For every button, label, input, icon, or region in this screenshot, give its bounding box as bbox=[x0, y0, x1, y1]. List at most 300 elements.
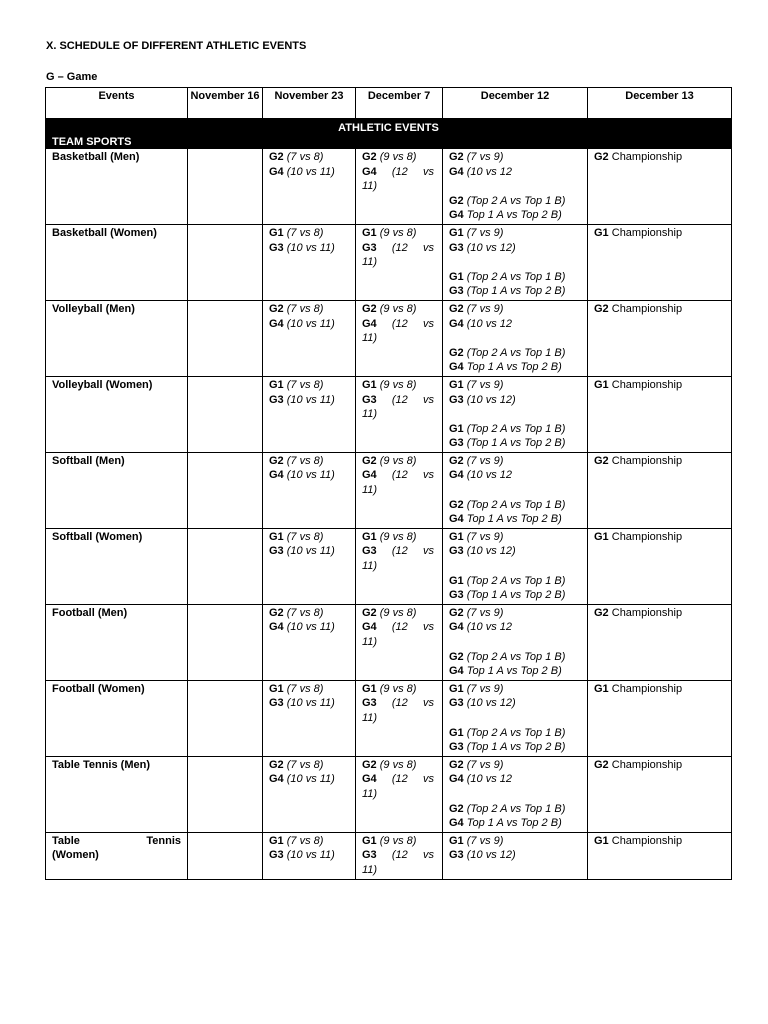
game-code: G2 bbox=[449, 302, 464, 315]
spacer bbox=[449, 787, 581, 802]
game-code: G4 bbox=[269, 317, 284, 330]
table-row bbox=[46, 452, 732, 528]
game-line bbox=[449, 848, 581, 863]
game-line bbox=[449, 346, 581, 361]
matchup-part: vs bbox=[423, 621, 434, 634]
event-name: Volleyball (Men) bbox=[52, 302, 135, 315]
championship-line bbox=[594, 150, 725, 165]
game-matchup: (Top 2 A vs Top 1 B) bbox=[466, 422, 566, 435]
header-nov16: November 16 bbox=[188, 88, 263, 119]
header-dec7: December 7 bbox=[356, 88, 443, 119]
game-code: G2 bbox=[449, 758, 464, 771]
matchup-part: 11) bbox=[362, 180, 378, 193]
game-code: G3 bbox=[449, 393, 464, 406]
game-line bbox=[449, 650, 581, 665]
table-row bbox=[46, 528, 732, 604]
game-matchup: (10 vs 12) bbox=[466, 849, 516, 862]
game-matchup: (Top 1 A vs Top 2 B) bbox=[466, 285, 566, 298]
table-row bbox=[46, 224, 732, 300]
matchup-part: 11) bbox=[362, 787, 378, 800]
game-matchup: (10 vs 12 bbox=[466, 621, 512, 634]
matchup-part: (12 bbox=[391, 545, 408, 558]
matchup-part: vs bbox=[423, 849, 434, 862]
matchup-part: (12 bbox=[391, 317, 408, 330]
game-line bbox=[449, 241, 581, 256]
game-matchup: (10 vs 11) bbox=[286, 317, 335, 330]
game-line bbox=[362, 758, 436, 773]
game-line bbox=[362, 468, 436, 483]
game-line bbox=[449, 530, 581, 545]
matchup-part: (12 bbox=[391, 621, 408, 634]
game-code: G4 bbox=[269, 165, 284, 178]
game-line bbox=[269, 317, 349, 332]
game-line bbox=[269, 530, 349, 545]
justified-line bbox=[362, 241, 434, 256]
matchup-part: 11) bbox=[362, 711, 378, 724]
matchup-part: 11) bbox=[362, 332, 378, 345]
game-line bbox=[449, 454, 581, 469]
game-matchup: (7 vs 9) bbox=[466, 151, 504, 163]
game-code: G2 bbox=[449, 650, 464, 663]
game-matchup: (7 vs 8) bbox=[286, 454, 324, 467]
band-title: ATHLETIC EVENTS bbox=[338, 122, 439, 134]
document-title: X. SCHEDULE OF DIFFERENT ATHLETIC EVENTS bbox=[46, 40, 307, 52]
game-line bbox=[362, 834, 436, 849]
nov23-cell bbox=[263, 224, 356, 300]
game-line bbox=[269, 454, 349, 469]
nov23-cell bbox=[263, 756, 356, 832]
game-matchup: (10 vs 12) bbox=[466, 697, 516, 710]
game-line bbox=[449, 360, 581, 375]
game-line bbox=[449, 726, 581, 741]
game-line bbox=[362, 241, 436, 256]
game-code: G1 bbox=[594, 682, 609, 695]
game-matchup: (Top 2 A vs Top 1 B) bbox=[466, 194, 566, 207]
game-matchup: (10 vs 11) bbox=[286, 773, 335, 786]
game-code: G1 bbox=[362, 226, 377, 239]
band-section-label: TEAM SPORTS bbox=[52, 136, 132, 148]
game-line bbox=[362, 696, 436, 711]
game-line bbox=[449, 317, 581, 332]
game-code: G1 bbox=[594, 834, 609, 847]
dec7-cell bbox=[356, 224, 443, 300]
game-matchup: (Top 2 A vs Top 1 B) bbox=[466, 498, 566, 511]
event-name-cell bbox=[46, 528, 188, 604]
game-line bbox=[449, 512, 581, 527]
game-code: G2 bbox=[269, 606, 284, 619]
game-matchup: (Top 2 A vs Top 1 B) bbox=[466, 270, 566, 283]
matchup-part: vs bbox=[423, 773, 434, 786]
game-code: G2 bbox=[449, 151, 464, 163]
nov16-cell bbox=[188, 604, 263, 680]
game-code: G2 bbox=[269, 758, 284, 771]
dec7-cell bbox=[356, 300, 443, 376]
header-events: Events bbox=[46, 88, 188, 119]
championship-line bbox=[594, 530, 725, 545]
nov16-cell bbox=[188, 756, 263, 832]
game-code: G4 bbox=[269, 469, 284, 482]
game-code: G3 bbox=[269, 393, 284, 406]
game-line bbox=[269, 834, 349, 849]
dec7-cell bbox=[356, 528, 443, 604]
matchup-part: 11) bbox=[362, 636, 378, 648]
game-matchup: (10 vs 12 bbox=[466, 469, 512, 482]
game-code: G1 bbox=[449, 682, 464, 695]
game-code: G1 bbox=[362, 834, 377, 847]
dec13-cell bbox=[588, 680, 732, 756]
game-code: G4 bbox=[449, 621, 464, 634]
matchup-part: (12 bbox=[391, 393, 408, 406]
game-line bbox=[449, 208, 581, 223]
game-code: G1 bbox=[449, 422, 464, 435]
game-line bbox=[362, 606, 436, 621]
dec13-cell bbox=[588, 756, 732, 832]
game-matchup: (Top 1 A vs Top 2 B) bbox=[466, 437, 566, 450]
championship-label: Championship bbox=[611, 530, 683, 543]
game-line bbox=[269, 468, 349, 483]
game-matchup: (10 vs 11) bbox=[286, 241, 335, 254]
event-name-cell bbox=[46, 224, 188, 300]
dec12-cell bbox=[443, 452, 588, 528]
table-row bbox=[46, 376, 732, 452]
matchup-part: 11) bbox=[362, 256, 378, 269]
game-code: G2 bbox=[269, 454, 284, 467]
game-code: G2 bbox=[449, 194, 464, 207]
championship-label: Championship bbox=[611, 454, 683, 467]
game-matchup: (Top 1 A vs Top 2 B) bbox=[466, 589, 566, 602]
game-line bbox=[449, 664, 581, 679]
dec12-cell bbox=[443, 756, 588, 832]
game-code: G1 bbox=[449, 530, 464, 543]
dec12-cell bbox=[443, 528, 588, 604]
game-matchup: (Top 2 A vs Top 1 B) bbox=[466, 726, 566, 739]
game-line bbox=[449, 696, 581, 711]
legend-text: G – Game bbox=[46, 71, 98, 83]
dec7-cell bbox=[356, 832, 443, 879]
game-code: G1 bbox=[449, 270, 464, 283]
game-matchup: (10 vs 12) bbox=[466, 241, 516, 254]
championship-label: Championship bbox=[611, 834, 683, 847]
nov23-cell bbox=[263, 832, 356, 879]
game-code: G1 bbox=[362, 682, 377, 695]
spacer bbox=[449, 407, 581, 422]
event-name-cell bbox=[46, 452, 188, 528]
game-line bbox=[362, 530, 436, 545]
game-line bbox=[449, 682, 581, 697]
game-line bbox=[362, 150, 436, 165]
dec13-cell bbox=[588, 832, 732, 879]
game-matchup: (9 vs 8) bbox=[379, 378, 417, 391]
championship-label: Championship bbox=[611, 151, 683, 163]
game-code: G2 bbox=[594, 606, 609, 619]
game-line bbox=[449, 422, 581, 437]
game-matchup: (10 vs 11) bbox=[286, 469, 335, 482]
game-code: G2 bbox=[362, 302, 377, 315]
matchup-part: vs bbox=[423, 317, 434, 330]
event-name-cell bbox=[46, 756, 188, 832]
game-code: G4 bbox=[449, 165, 464, 178]
game-code: G1 bbox=[449, 378, 464, 391]
game-code: G4 bbox=[449, 209, 464, 222]
game-code: G4 bbox=[449, 317, 464, 330]
nov16-cell bbox=[188, 224, 263, 300]
game-code: G1 bbox=[269, 834, 284, 847]
game-matchup: (9 vs 8) bbox=[379, 834, 417, 847]
game-matchup: (10 vs 11) bbox=[286, 393, 335, 406]
game-code: G1 bbox=[362, 530, 377, 543]
matchup-part: vs bbox=[423, 697, 434, 710]
game-code: G2 bbox=[362, 151, 377, 163]
matchup-part: vs bbox=[423, 393, 434, 406]
game-matchup: (Top 2 A vs Top 1 B) bbox=[466, 346, 566, 359]
game-code: G1 bbox=[269, 378, 284, 391]
game-code: G2 bbox=[362, 454, 377, 467]
game-matchup: (9 vs 8) bbox=[379, 758, 417, 771]
game-line bbox=[269, 696, 349, 711]
game-line bbox=[362, 317, 436, 332]
table-row bbox=[46, 756, 732, 832]
game-code: G4 bbox=[362, 621, 377, 634]
game-line bbox=[449, 498, 581, 513]
event-name: Volleyball (Women) bbox=[52, 378, 153, 391]
matchup-part: 11) bbox=[362, 484, 378, 497]
game-code: G3 bbox=[449, 697, 464, 710]
game-code: G2 bbox=[449, 346, 464, 359]
game-code: G2 bbox=[362, 758, 377, 771]
game-code: G1 bbox=[449, 834, 464, 847]
nov16-cell bbox=[188, 376, 263, 452]
game-code: G3 bbox=[449, 849, 464, 862]
game-line bbox=[449, 802, 581, 817]
game-code: G3 bbox=[449, 589, 464, 602]
game-line bbox=[269, 606, 349, 621]
dec13-cell bbox=[588, 300, 732, 376]
nov23-cell bbox=[263, 604, 356, 680]
game-matchup: (9 vs 8) bbox=[379, 530, 417, 543]
game-line bbox=[449, 606, 581, 621]
header-dec13: December 13 bbox=[588, 88, 732, 119]
event-name-cell bbox=[46, 604, 188, 680]
header-dec12: December 12 bbox=[443, 88, 588, 119]
spacer bbox=[449, 559, 581, 574]
justified-line bbox=[362, 772, 434, 787]
spacer bbox=[449, 635, 581, 650]
event-name: Football (Men) bbox=[52, 606, 128, 619]
game-matchup: (9 vs 8) bbox=[379, 682, 417, 695]
game-code: G4 bbox=[362, 773, 377, 786]
dec7-cell bbox=[356, 376, 443, 452]
game-line bbox=[449, 574, 581, 589]
dec13-cell bbox=[588, 528, 732, 604]
game-code: G4 bbox=[449, 469, 464, 482]
nov16-cell bbox=[188, 832, 263, 879]
game-code: G4 bbox=[362, 317, 377, 330]
game-code: G3 bbox=[449, 545, 464, 558]
nov23-cell bbox=[263, 528, 356, 604]
game-code: G3 bbox=[449, 241, 464, 254]
dec12-cell bbox=[443, 149, 588, 225]
game-line bbox=[449, 165, 581, 180]
nov16-cell bbox=[188, 300, 263, 376]
table-row bbox=[46, 680, 732, 756]
game-code: G2 bbox=[449, 454, 464, 467]
game-code: G1 bbox=[449, 574, 464, 587]
game-line bbox=[449, 270, 581, 285]
game-code: G2 bbox=[362, 606, 377, 619]
game-matchup: (7 vs 8) bbox=[286, 226, 324, 239]
game-matchup: (Top 2 A vs Top 1 B) bbox=[466, 574, 566, 587]
dec13-cell bbox=[588, 224, 732, 300]
championship-line bbox=[594, 606, 725, 621]
game-code: G4 bbox=[362, 469, 377, 482]
header-row bbox=[46, 88, 732, 119]
matchup-part: vs bbox=[423, 545, 434, 558]
game-line bbox=[449, 816, 581, 831]
game-code: G1 bbox=[269, 226, 284, 239]
dec13-cell bbox=[588, 376, 732, 452]
game-matchup: (7 vs 9) bbox=[466, 226, 504, 239]
game-matchup: (7 vs 8) bbox=[286, 682, 324, 695]
nov16-cell bbox=[188, 149, 263, 225]
game-code: G4 bbox=[449, 361, 464, 374]
game-line bbox=[449, 740, 581, 755]
dec12-cell bbox=[443, 224, 588, 300]
spacer bbox=[449, 255, 581, 270]
game-matchup: (10 vs 11) bbox=[286, 545, 335, 558]
game-matchup: Top 1 A vs Top 2 B) bbox=[466, 513, 562, 526]
game-line bbox=[449, 226, 581, 241]
game-code: G1 bbox=[269, 530, 284, 543]
game-code: G4 bbox=[362, 165, 377, 178]
championship-line bbox=[594, 378, 725, 393]
championship-label: Championship bbox=[611, 302, 683, 315]
championship-label: Championship bbox=[611, 378, 683, 391]
event-name-word: Tennis bbox=[146, 834, 181, 847]
dec7-cell bbox=[356, 756, 443, 832]
matchup-part: 11) bbox=[362, 863, 378, 876]
game-code: G2 bbox=[449, 498, 464, 511]
justified-line bbox=[362, 317, 434, 332]
justified-line bbox=[362, 696, 434, 711]
championship-line bbox=[594, 454, 725, 469]
game-line bbox=[269, 772, 349, 787]
table-row bbox=[46, 149, 732, 225]
game-code: G4 bbox=[449, 817, 464, 830]
game-matchup: (7 vs 9) bbox=[466, 530, 504, 543]
dec12-cell bbox=[443, 604, 588, 680]
nov23-cell bbox=[263, 452, 356, 528]
championship-line bbox=[594, 302, 725, 317]
game-line bbox=[269, 544, 349, 559]
event-name-cell bbox=[46, 680, 188, 756]
game-line bbox=[362, 393, 436, 408]
game-code: G2 bbox=[449, 802, 464, 815]
game-matchup: (7 vs 9) bbox=[466, 606, 504, 619]
game-line bbox=[362, 165, 436, 180]
game-line bbox=[449, 758, 581, 773]
game-matchup: (Top 2 A vs Top 1 B) bbox=[466, 650, 566, 663]
game-code: G4 bbox=[449, 513, 464, 526]
game-matchup: (7 vs 8) bbox=[286, 378, 324, 391]
championship-label: Championship bbox=[611, 606, 683, 619]
game-code: G3 bbox=[269, 849, 284, 862]
nov16-cell bbox=[188, 528, 263, 604]
matchup-part: (12 bbox=[391, 849, 408, 862]
game-code: G1 bbox=[449, 726, 464, 739]
justified-line bbox=[362, 848, 434, 863]
table-row bbox=[46, 604, 732, 680]
game-code: G3 bbox=[269, 697, 284, 710]
justified-line bbox=[362, 165, 434, 180]
game-code: G2 bbox=[269, 302, 284, 315]
game-line bbox=[449, 302, 581, 317]
game-matchup: (7 vs 8) bbox=[286, 302, 324, 315]
game-matchup: (10 vs 11) bbox=[286, 849, 335, 862]
game-line bbox=[449, 544, 581, 559]
matchup-part: 11) bbox=[362, 408, 378, 421]
event-name-cell bbox=[46, 300, 188, 376]
justified-line bbox=[362, 393, 434, 408]
game-line bbox=[449, 393, 581, 408]
game-line bbox=[269, 241, 349, 256]
game-matchup: (9 vs 8) bbox=[379, 606, 417, 619]
game-matchup: (7 vs 9) bbox=[466, 682, 504, 695]
game-line bbox=[269, 302, 349, 317]
game-matchup: (7 vs 8) bbox=[286, 530, 324, 543]
game-code: G4 bbox=[449, 665, 464, 678]
game-code: G2 bbox=[269, 151, 284, 163]
spacer bbox=[449, 331, 581, 346]
game-matchup: (9 vs 8) bbox=[379, 151, 417, 163]
dec12-cell bbox=[443, 680, 588, 756]
spacer bbox=[449, 179, 581, 194]
game-line bbox=[269, 150, 349, 165]
game-line bbox=[449, 468, 581, 483]
game-matchup: (10 vs 12) bbox=[466, 545, 516, 558]
game-code: G3 bbox=[269, 545, 284, 558]
game-line bbox=[449, 150, 581, 165]
event-name: Softball (Women) bbox=[52, 530, 143, 543]
championship-label: Championship bbox=[611, 226, 683, 239]
matchup-part: (12 bbox=[391, 697, 408, 710]
game-matchup: (7 vs 9) bbox=[466, 378, 504, 391]
game-matchup: Top 1 A vs Top 2 B) bbox=[466, 817, 562, 830]
game-matchup: (10 vs 11) bbox=[286, 165, 335, 178]
game-line bbox=[449, 772, 581, 787]
dec12-cell bbox=[443, 300, 588, 376]
game-line bbox=[362, 454, 436, 469]
game-code: G3 bbox=[362, 545, 377, 558]
game-matchup: (9 vs 8) bbox=[379, 226, 417, 239]
game-code: G3 bbox=[362, 697, 377, 710]
game-code: G3 bbox=[362, 849, 377, 862]
header-nov23: November 23 bbox=[263, 88, 356, 119]
game-code: G3 bbox=[362, 241, 377, 254]
game-matchup: (9 vs 8) bbox=[379, 302, 417, 315]
championship-line bbox=[594, 758, 725, 773]
justified-line bbox=[362, 468, 434, 483]
event-name-cell bbox=[46, 376, 188, 452]
game-code: G2 bbox=[594, 758, 609, 771]
section-band bbox=[46, 119, 732, 149]
event-name-line bbox=[52, 834, 181, 849]
event-name: Football (Women) bbox=[52, 682, 145, 695]
game-matchup: (7 vs 9) bbox=[466, 758, 504, 771]
game-line bbox=[269, 758, 349, 773]
game-line bbox=[449, 194, 581, 209]
dec7-cell bbox=[356, 680, 443, 756]
game-code: G1 bbox=[594, 530, 609, 543]
